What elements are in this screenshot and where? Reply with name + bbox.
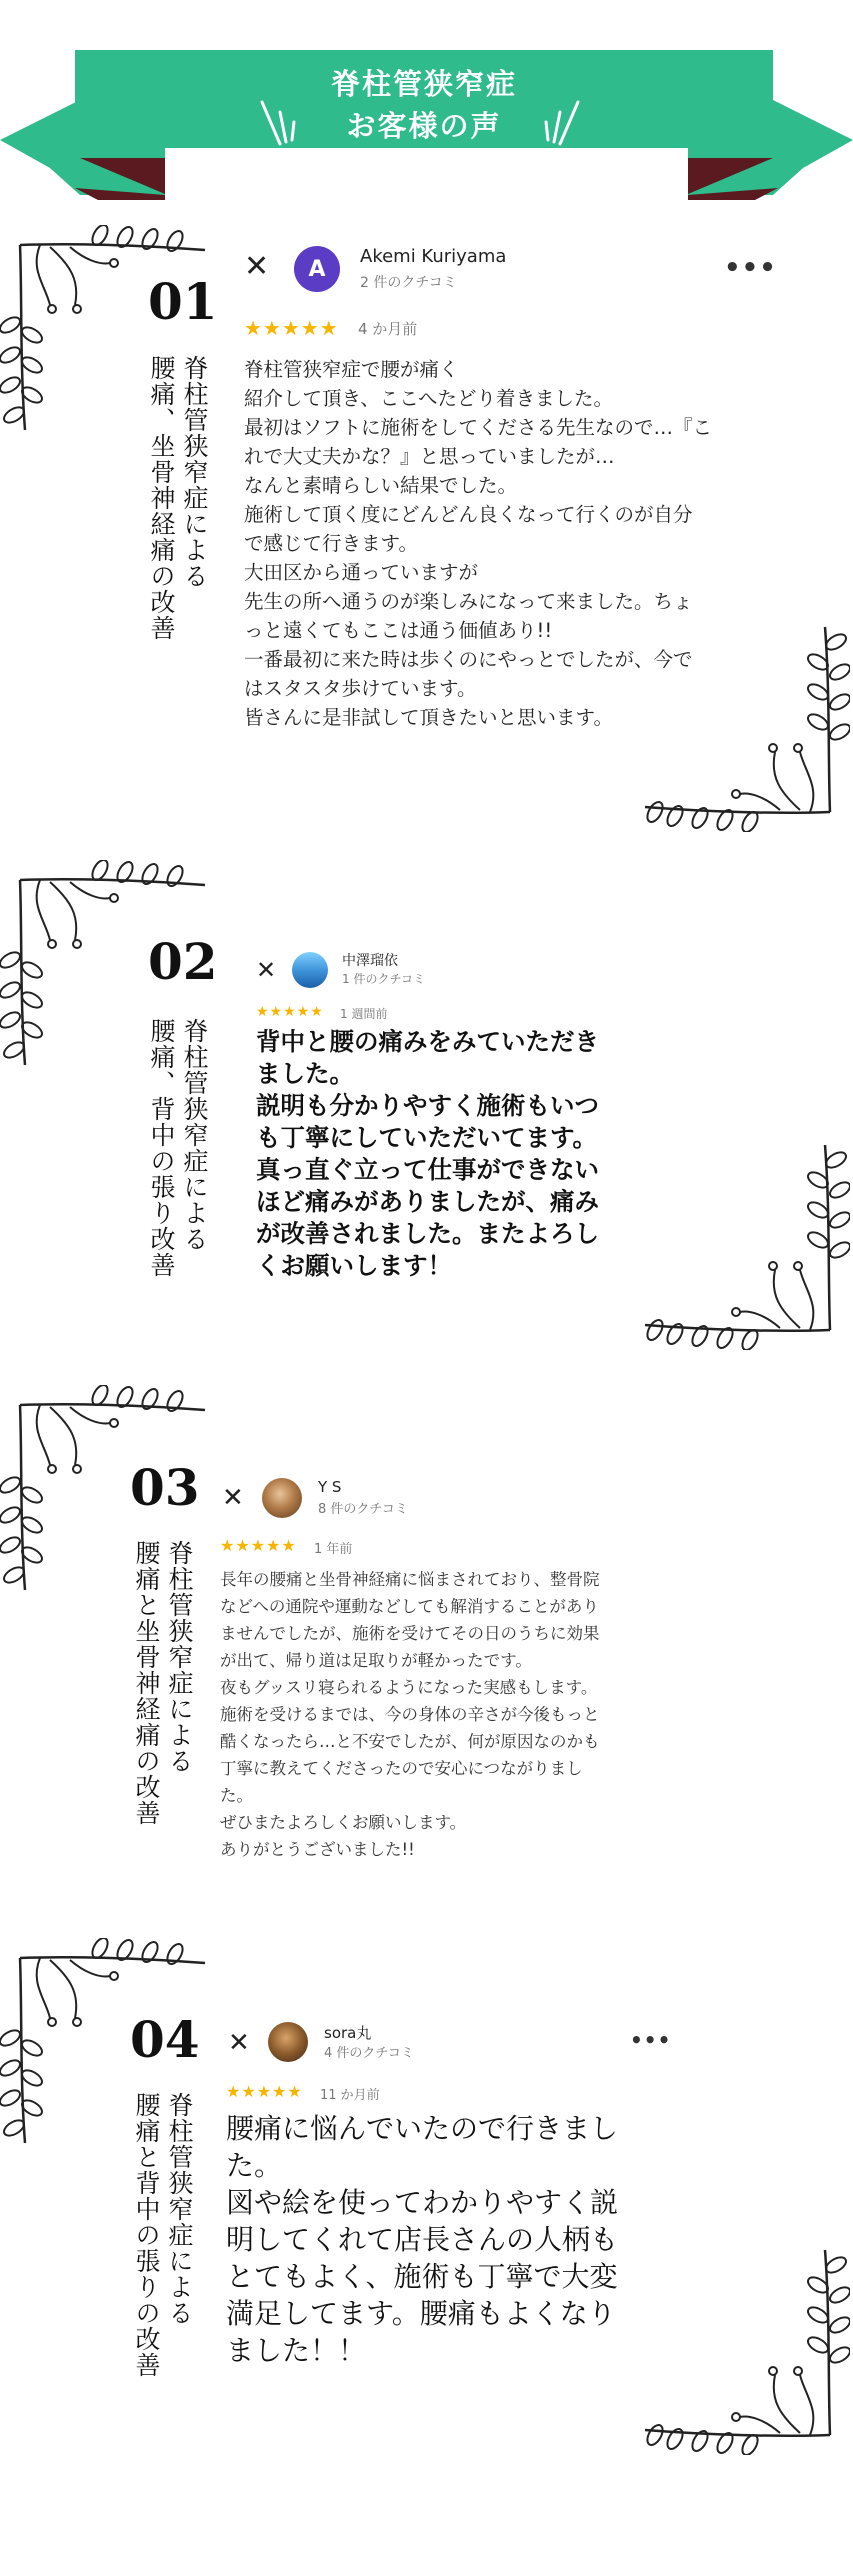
review-line: 背中と腰の痛みをみていただき <box>256 1027 599 1056</box>
review-number: 03 <box>130 1458 200 1517</box>
review-line: 説明も分かりやすく施術もいつ <box>256 1091 599 1120</box>
review-line: 真っ直ぐ立って仕事ができない <box>256 1155 599 1184</box>
banner-sparkle-right-icon <box>540 92 590 148</box>
close-icon[interactable]: ✕ <box>228 2028 250 2058</box>
review-line: た。 <box>226 2149 283 2182</box>
reviewer-name[interactable]: Y S <box>318 1478 342 1496</box>
headline-line-2: 腰痛と坐骨神経痛の改善 <box>132 1540 161 1826</box>
review-body <box>256 1026 656 1282</box>
banner-sparkle-left-icon <box>250 92 300 148</box>
review-line: 皆さんに是非試して頂きたいと思います。 <box>244 706 613 729</box>
floral-corner-ornament-icon <box>630 1130 850 1350</box>
review-line: 施術を受けるまでは、今の身体の辛さが今後もっと <box>220 1705 600 1724</box>
close-icon[interactable]: ✕ <box>222 1483 244 1513</box>
review-time: 11 か月前 <box>320 2088 380 2103</box>
review-line: 腰痛に悩んでいたので行きまし <box>226 2112 619 2145</box>
reviewer-name[interactable]: Akemi Kuriyama <box>360 246 507 267</box>
review-line: た。 <box>220 1786 253 1805</box>
review-line: っと遠くてもここは通う価値あり!! <box>244 619 553 642</box>
review-line: ました。 <box>256 1059 354 1088</box>
star-rating: ★★★★★ <box>220 1536 297 1555</box>
reviewer-name[interactable]: sora丸 <box>324 2024 372 2042</box>
review-line: はスタスタ歩けています。 <box>244 677 477 700</box>
headline-line-2: 腰痛、背中の張り改善 <box>147 1018 176 1278</box>
review-line: などへの通院や運動などしても解消することがあり <box>220 1597 599 1616</box>
review-line: ぜひまたよろしくお願いします。 <box>220 1813 467 1832</box>
review-body <box>244 355 764 732</box>
review-number: 01 <box>148 272 218 331</box>
banner-title-line2: お客様の声 <box>346 109 502 143</box>
close-icon[interactable]: ✕ <box>244 249 270 284</box>
banner-title-line1: 脊柱管狭窄症 <box>330 67 517 101</box>
review-line: くお願いします！ <box>256 1251 452 1280</box>
review-headline-vertical <box>130 1540 196 1826</box>
headline-line-2: 腰痛、坐骨神経痛の改善 <box>147 355 176 641</box>
review-line: なんと素晴らしい結果でした。 <box>244 474 518 497</box>
review-line: ほど痛みがありましたが、痛み <box>256 1187 599 1216</box>
review-body <box>220 1566 660 1863</box>
review-number: 02 <box>148 932 218 991</box>
avatar: A <box>294 246 340 292</box>
review-line: が出て、帰り道は足取りが軽かったです。 <box>220 1651 532 1670</box>
review-line: 脊柱管狭窄症で腰が痛く <box>244 358 459 381</box>
review-line: で感じて行きます。 <box>244 532 418 555</box>
headline-line-1: 脊柱管狭窄症による <box>165 1540 194 1774</box>
review-body <box>226 2110 666 2369</box>
review-headline-vertical <box>145 1018 211 1278</box>
headline-line-1: 脊柱管狭窄症による <box>165 2092 194 2326</box>
avatar <box>292 952 328 988</box>
close-icon[interactable]: ✕ <box>256 956 277 984</box>
star-rating: ★★★★★ <box>226 2082 303 2101</box>
avatar <box>268 2022 308 2062</box>
headline-line-2: 腰痛と背中の張りの改善 <box>132 2092 161 2378</box>
headline-line-1: 脊柱管狭窄症による <box>180 355 209 589</box>
review-time: 1 年前 <box>314 1542 353 1557</box>
review-line: 一番最初に来た時は歩くのにやっとでしたが、今で <box>244 648 693 671</box>
reviewer-name[interactable]: 中澤瑠依 <box>342 953 398 969</box>
review-count: 4 件のクチコミ <box>324 2046 414 2061</box>
review-line: 最初はソフトに施術をしてくださる先生なので…『こ <box>244 416 713 439</box>
review-time: 1 週間前 <box>340 1007 388 1021</box>
review-line: ました！！ <box>226 2334 367 2367</box>
review-number: 04 <box>130 2010 200 2069</box>
review-line: 紹介して頂き、ここへたどり着きました。 <box>244 387 613 410</box>
review-line: 明してくれて店長さんの人柄も <box>226 2223 619 2256</box>
more-options-icon[interactable]: ••• <box>630 2028 672 2052</box>
review-line: 長年の腰痛と坐骨神経痛に悩まされており、整骨院 <box>220 1570 600 1589</box>
review-line: 図や絵を使ってわかりやすく説 <box>226 2186 619 2219</box>
review-line: 先生の所へ通うのが楽しみになって来ました。ちょ <box>244 590 693 613</box>
review-line: ありがとうございました!! <box>220 1840 415 1859</box>
review-count: 1 件のクチコミ <box>342 972 425 986</box>
review-count: 8 件のクチコミ <box>318 1502 408 1517</box>
more-options-icon[interactable]: ••• <box>724 253 777 283</box>
avatar <box>262 1478 302 1518</box>
star-rating: ★★★★★ <box>244 316 339 340</box>
review-time: 4 か月前 <box>358 320 418 338</box>
review-line: 丁寧に教えてくださったので安心につながりまし <box>220 1759 583 1778</box>
review-line: れで大丈夫かな？』と思っていましたが… <box>244 445 615 468</box>
review-line: ませんでしたが、施術を受けてその日のうちに効果 <box>220 1624 600 1643</box>
review-count: 2 件のクチコミ <box>360 275 457 291</box>
review-line: 施術して頂く度にどんどん良くなって行くのが自分 <box>244 503 693 526</box>
review-line: 満足してます。腰痛もよくなり <box>226 2297 616 2330</box>
headline-line-1: 脊柱管狭窄症による <box>180 1018 209 1252</box>
review-headline-vertical <box>145 355 211 641</box>
review-line: も丁寧にしていただいてます。 <box>256 1123 598 1152</box>
review-headline-vertical <box>130 2092 196 2378</box>
review-line: とてもよく、施術も丁寧で大変 <box>226 2260 618 2293</box>
review-line: が改善されました。またよろし <box>256 1219 599 1248</box>
review-line: 大田区から通っていますが <box>244 561 479 584</box>
review-line: 酷くなったら…と不安でしたが、何が原因なのかも <box>220 1732 600 1751</box>
star-rating: ★★★★★ <box>256 1004 324 1020</box>
review-line: 夜もグッスリ寝られるようになった実感もします。 <box>220 1678 598 1697</box>
